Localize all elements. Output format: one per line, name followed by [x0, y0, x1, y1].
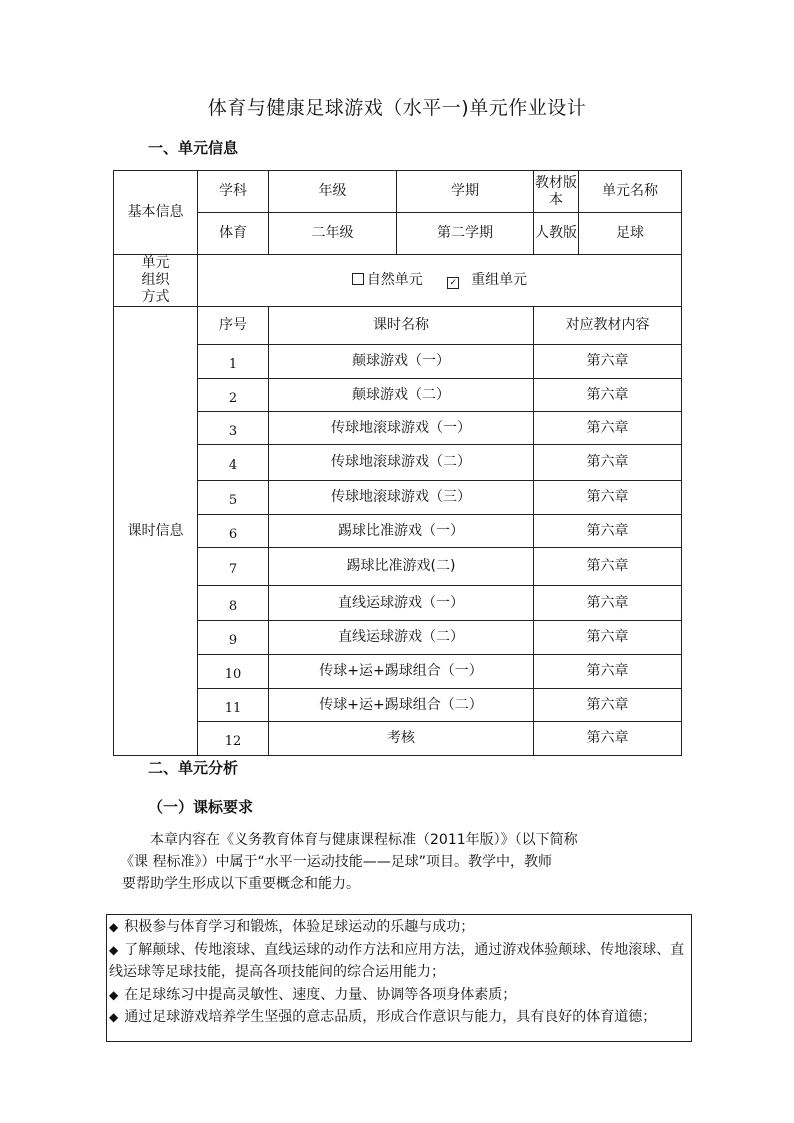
lesson-content: 第六章 [534, 548, 682, 586]
org-method-options [198, 255, 682, 307]
lesson-content: 第六章 [534, 481, 682, 515]
org-method-label: 单元组织方式 [114, 255, 198, 307]
org-option-natural[interactable] [352, 272, 423, 289]
lesson-number: 3 [198, 412, 269, 445]
lesson-number: 8 [198, 586, 269, 621]
section-heading-unit-info: 一、单元信息 [148, 139, 239, 157]
paragraph-line: 要帮助学生形成以下重要概念和能力。 [122, 876, 360, 892]
lesson-name: 直线运球游戏（一） [269, 586, 534, 621]
lesson-name: 传球地滚球游戏（三） [269, 481, 534, 515]
subsection-heading-curriculum: （一）课标要求 [148, 798, 254, 816]
document-title: 体育与健康足球游戏（水平一)单元作业设计 [207, 97, 587, 119]
lesson-name: 传球地滚球游戏（一） [269, 412, 534, 445]
org-option-natural-label: 自然单元 [366, 272, 423, 288]
lesson-header-number: 序号 [198, 307, 269, 345]
lesson-number: 11 [198, 689, 269, 722]
lesson-content: 第六章 [534, 689, 682, 722]
lesson-content: 第六章 [534, 379, 682, 412]
value-grade: 二年级 [269, 213, 397, 255]
lesson-info-label: 课时信息 [114, 307, 198, 756]
lesson-name: 直线运球游戏（二） [269, 621, 534, 655]
lesson-header-name: 课时名称 [269, 307, 534, 345]
value-subject: 体育 [198, 213, 269, 255]
checkbox-unchecked-icon[interactable] [352, 273, 364, 285]
value-textbook-edition: 人教版 [534, 213, 579, 255]
org-option-regrouped[interactable] [447, 272, 527, 289]
lesson-number: 4 [198, 445, 269, 481]
lesson-name: 传球+运+踢球组合（一） [269, 655, 534, 689]
header-grade: 年级 [269, 171, 397, 213]
header-semester: 学期 [397, 171, 534, 213]
header-unit-name: 单元名称 [579, 171, 682, 213]
paragraph-line: 本章内容在《义务教育体育与健康课程标准（2011年版）》（以下简称 [150, 832, 578, 848]
lesson-number: 10 [198, 655, 269, 689]
lesson-content: 第六章 [534, 655, 682, 689]
basic-info-label: 基本信息 [114, 171, 198, 255]
lesson-number: 2 [198, 379, 269, 412]
lesson-content: 第六章 [534, 722, 682, 756]
lesson-name: 传球+运+踢球组合（二） [269, 689, 534, 722]
lesson-number: 9 [198, 621, 269, 655]
lesson-content: 第六章 [534, 621, 682, 655]
diamond-bullet-icon: ◆ [109, 1010, 119, 1024]
section-heading-unit-analysis: 二、单元分析 [148, 759, 239, 777]
goal-text: 在足球练习中提高灵敏性、速度、力量、协调等各项身体素质； [124, 986, 517, 1003]
diamond-bullet-icon: ◆ [109, 920, 119, 934]
goal-item [109, 939, 689, 984]
lesson-name: 踢球比准游戏(二) [269, 548, 534, 586]
goal-item [109, 1006, 689, 1029]
lesson-number: 5 [198, 481, 269, 515]
goal-item [109, 916, 689, 939]
lesson-content: 第六章 [534, 345, 682, 379]
header-textbook-edition: 教材版本 [534, 171, 579, 213]
lesson-number: 1 [198, 345, 269, 379]
lesson-header-content: 对应教材内容 [534, 307, 682, 345]
lesson-number: 6 [198, 515, 269, 548]
lesson-content: 第六章 [534, 515, 682, 548]
header-subject: 学科 [198, 171, 269, 213]
lesson-content: 第六章 [534, 586, 682, 621]
lesson-number: 12 [198, 722, 269, 756]
lesson-content: 第六章 [534, 445, 682, 481]
lesson-name: 颠球游戏（二） [269, 379, 534, 412]
unit-info-table [113, 170, 682, 756]
lesson-name: 踢球比准游戏（一） [269, 515, 534, 548]
diamond-bullet-icon: ◆ [109, 942, 119, 957]
diamond-bullet-icon: ◆ [109, 987, 119, 1002]
checkbox-checked-icon[interactable]: ✓ [447, 277, 459, 289]
lesson-name: 传球地滚球游戏（二） [269, 445, 534, 481]
paragraph-line: 《课 程标准》）中属于“水平一运动技能——足球”项目。教学中，教师 [120, 854, 552, 870]
lesson-content: 第六章 [534, 412, 682, 445]
org-option-regrouped-label: 重组单元 [471, 272, 528, 288]
goal-text: 通过足球游戏培养学生坚强的意志品质，形成合作意识与能力，具有良好的体育道德； [124, 1009, 657, 1025]
lesson-number: 7 [198, 548, 269, 586]
goal-text: 积极参与体育学习和锻炼，体验足球运动的乐趣与成功； [124, 919, 475, 935]
value-unit-name: 足球 [579, 213, 682, 255]
curriculum-paragraph [120, 829, 690, 895]
goals-box [106, 914, 692, 1042]
value-semester: 第二学期 [397, 213, 534, 255]
goal-text: 了解颠球、传地滚球、直线运球的动作方法和应用方法，通过游戏体验颠球、传地滚球、直线运球等足球技能，提高各项技能间的综合运用能力； [109, 941, 685, 980]
lesson-name: 考核 [269, 722, 534, 756]
lesson-name: 颠球游戏（一） [269, 345, 534, 379]
goal-item [109, 984, 689, 1007]
